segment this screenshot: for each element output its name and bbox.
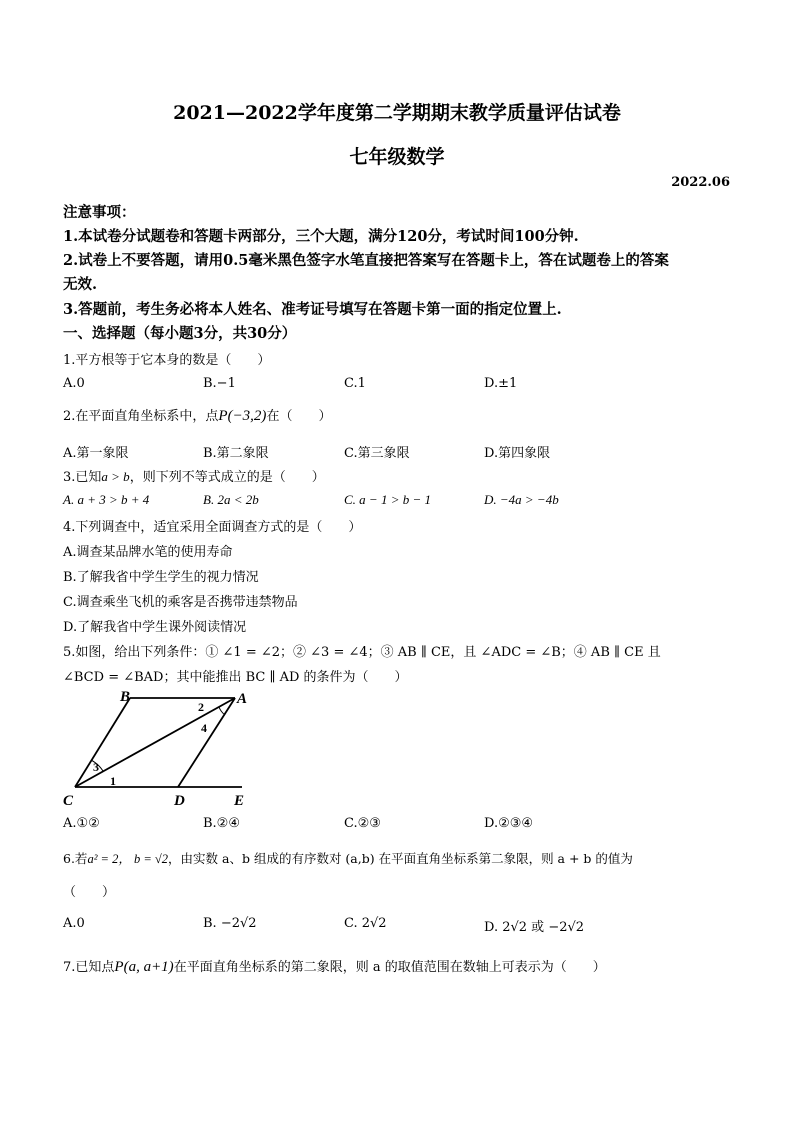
- label-b: B: [120, 689, 131, 705]
- q6-line-1: [63, 849, 633, 867]
- q4-option-b: B.了解我省中学生学生的视力情况: [63, 570, 259, 585]
- q1-option-b: B.−1: [203, 376, 236, 391]
- q1-stem: 1.平方根等于它本身的数是（ ）: [63, 353, 271, 368]
- q2-option-d: D.第四象限: [484, 446, 551, 461]
- parallelogram-figure: [60, 688, 260, 810]
- q2-option-c: C.第三象限: [344, 446, 410, 461]
- q5-option-b: B.②④: [203, 816, 240, 831]
- q7-stem-pre: 7.已知点: [63, 960, 115, 975]
- q2-point: P(−3,2): [218, 408, 267, 424]
- segment-cb: [75, 698, 130, 787]
- q3-stem-post: ，则下列不等式成立的是（ ）: [129, 470, 325, 485]
- q7-stem-post: 在平面直角坐标系的第二象限，则 a 的取值范围在数轴上可表示为（ ）: [173, 960, 606, 975]
- q3-option-a: A. a + 3 > b + 4: [63, 492, 150, 507]
- q1-option-c: C.1: [344, 376, 366, 391]
- q4-option-a: A.调查某品牌水笔的使用寿命: [63, 545, 233, 560]
- label-d: D: [174, 793, 185, 809]
- segment-ad: [178, 698, 235, 787]
- label-a: A: [237, 691, 248, 707]
- note-3: 3.答题前，考生务必将本人姓名、准考证号填写在答题卡第一面的指定位置上.: [63, 301, 562, 318]
- q5-option-d: D.②③④: [484, 816, 534, 831]
- note-2-cont: 无效.: [63, 276, 98, 293]
- q3-stem-pre: 3.已知: [63, 470, 102, 485]
- note-1: 1.本试卷分试题卷和答题卡两部分，三个大题，满分120分，考试时间100分钟.: [63, 228, 579, 245]
- q6-option-a: A.0: [63, 916, 85, 931]
- note-2: 2.试卷上不要答题，请用0.5毫米黑色签字水笔直接把答案写在答题卡上，答在试题卷上的答案: [63, 252, 669, 269]
- label-e: E: [234, 793, 245, 809]
- exam-date: 2022.06: [671, 175, 730, 190]
- q1-option-d: D.±1: [484, 376, 518, 391]
- angle-label-3: 3: [93, 760, 99, 774]
- notes-heading: 注意事项：: [63, 204, 136, 221]
- q3-option-b: B. 2a < 2b: [203, 492, 259, 507]
- q6-option-c: C. 2√2: [344, 916, 387, 931]
- q7-stem: [63, 956, 606, 976]
- q6-stem-post: ，由实数 a、b 组成的有序数对 (a,b) 在平面直角坐标系第二象限，则 a + b 的值为: [168, 851, 633, 866]
- q6-line-2: （ ）: [63, 885, 116, 900]
- q7-point: P(a, a+1): [114, 959, 174, 975]
- q5-line-1: 5.如图，给出下列条件：① ∠1 = ∠2；② ∠3 = ∠4；③ AB ∥ CE，且 ∠ADC = ∠B；④ AB ∥ CE 且: [63, 645, 661, 660]
- q3-option-d: D. −4a > −4b: [484, 492, 559, 507]
- q5-line-2: ∠BCD = ∠BAD；其中能推出 BC ∥ AD 的条件为（ ）: [63, 670, 408, 685]
- q1-option-a: A.0: [63, 376, 85, 391]
- q4-option-c: C.调查乘坐飞机的乘客是否携带违禁物品: [63, 595, 298, 610]
- q3-option-c: C. a − 1 > b − 1: [344, 492, 431, 507]
- angle-label-1: 1: [110, 774, 116, 788]
- angle-2-4-arc: [219, 707, 225, 715]
- q2-stem: [63, 405, 331, 425]
- q5-option-c: C.②③: [344, 816, 381, 831]
- q6-stem-pre: 6.若: [63, 851, 88, 866]
- section-heading: 一、选择题（每小题3分，共30分）: [63, 325, 297, 342]
- q3-stem: [63, 466, 325, 485]
- q2-stem-post: 在（ ）: [266, 409, 332, 424]
- exam-subtitle: 七年级数学: [349, 146, 445, 168]
- angle-label-2: 2: [198, 700, 204, 714]
- q5-option-a: A.①②: [63, 816, 100, 831]
- q4-option-d: D.了解我省中学生课外阅读情况: [63, 620, 247, 635]
- angle-label-4: 4: [201, 721, 207, 735]
- q6-option-b: B. −2√2: [203, 916, 257, 931]
- q4-stem: 4.下列调查中，适宜采用全面调查方式的是（ ）: [63, 520, 362, 535]
- label-c: C: [63, 793, 74, 809]
- q2-option-b: B.第二象限: [203, 446, 269, 461]
- segment-ca: [75, 698, 235, 787]
- q6-condition: a² = 2， b = √2: [87, 852, 169, 866]
- exam-title: 2021—2022学年度第二学期期末教学质量评估试卷: [173, 102, 621, 124]
- q6-option-d: D. 2√2 或 −2√2: [484, 920, 585, 935]
- q2-stem-pre: 2.在平面直角坐标系中，点: [63, 409, 219, 424]
- q3-condition: a > b: [101, 469, 130, 484]
- q2-option-a: A.第一象限: [63, 446, 129, 461]
